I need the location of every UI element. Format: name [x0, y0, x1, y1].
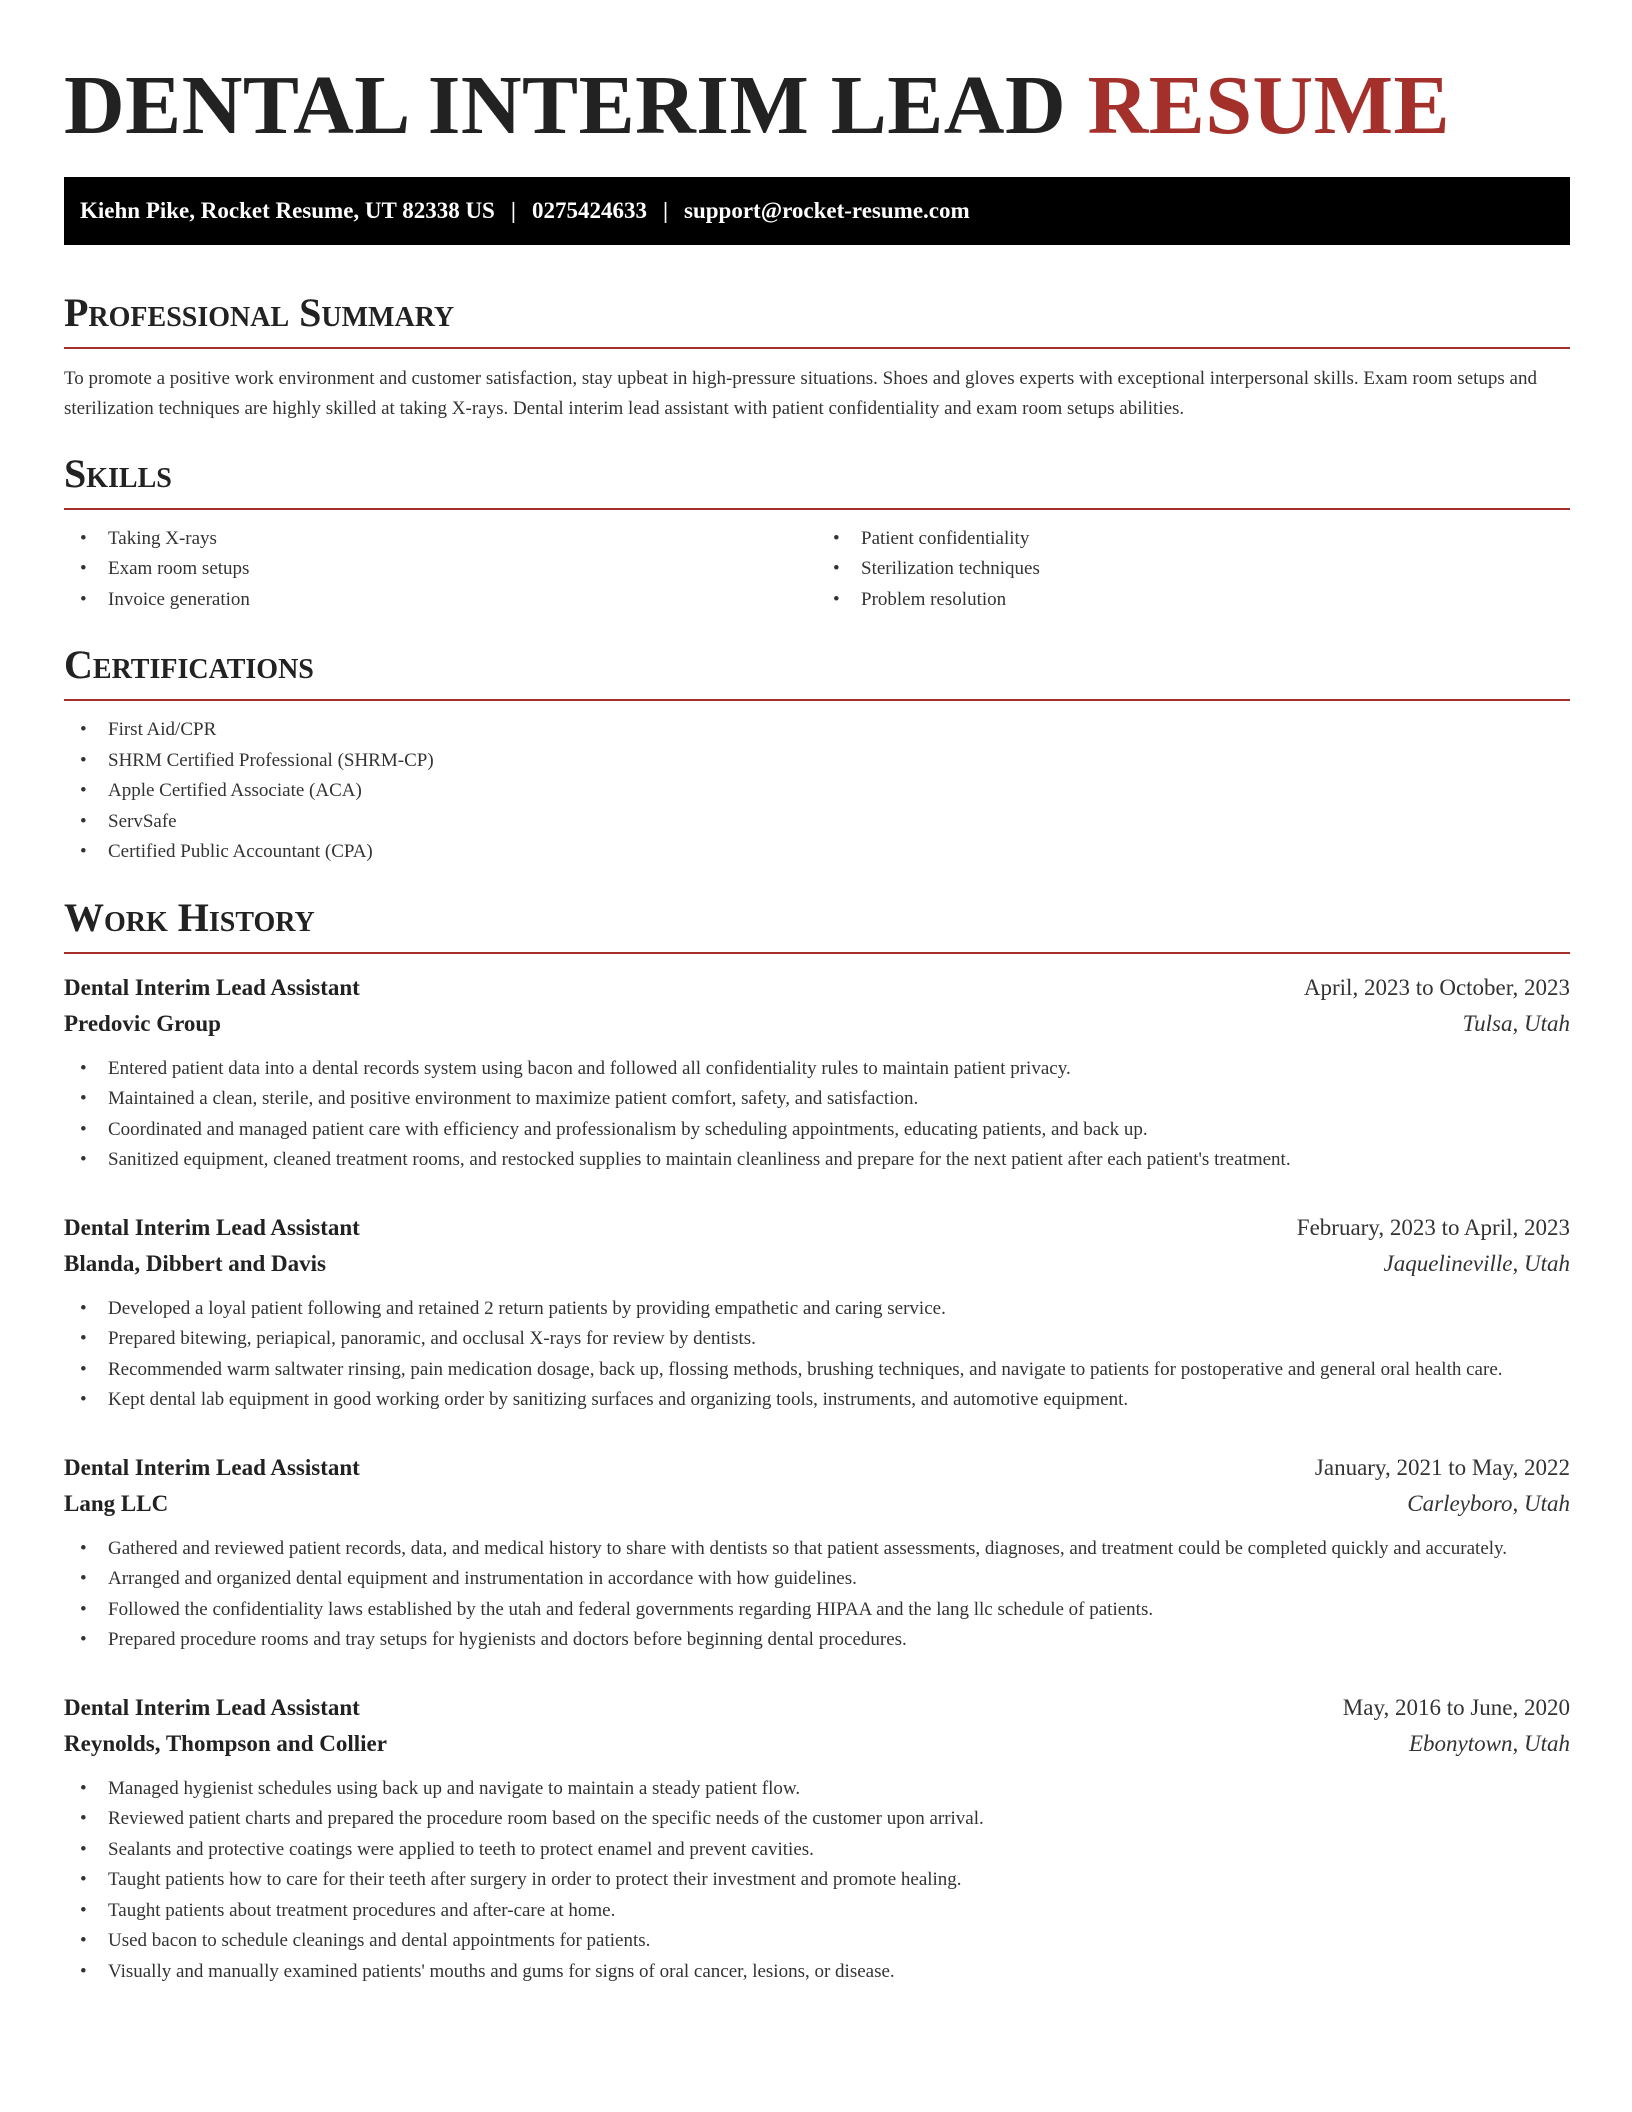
job-company-row — [64, 1246, 1570, 1282]
skills-heading: Skills — [64, 450, 1570, 510]
job-duty: • Maintained a clean, sterile, and positive environment to maximize patient comfort, safety, and satisfaction. — [64, 1084, 1570, 1115]
job-company: Blanda, Dibbert and Davis — [64, 1250, 327, 1276]
job-title: Dental Interim Lead Assistant — [64, 974, 360, 1000]
job-header-row — [64, 970, 1570, 1006]
job-title: Dental Interim Lead Assistant — [64, 1214, 360, 1240]
skills-left-column — [64, 524, 817, 616]
skills-grid — [64, 524, 1570, 616]
contact-separator: | — [662, 197, 669, 223]
work-history-heading: Work History — [64, 894, 1570, 954]
job-duty: • Visually and manually examined patients' mouths and gums for signs of oral cancer, lesions, or disease. — [64, 1957, 1570, 1988]
job-duty: • Prepared procedure rooms and tray setups for hygienists and doctors before beginning dental procedures. — [64, 1625, 1570, 1656]
certification-item: • Apple Certified Associate (ACA) — [64, 776, 1570, 807]
job-duty: • Entered patient data into a dental records system using bacon and followed all confidentiality rules to maintain patient privacy. — [64, 1054, 1570, 1085]
job-dates: April, 2023 to October, 2023 — [1303, 974, 1570, 1000]
job-duty: • Sealants and protective coatings were applied to teeth to protect enamel and prevent cavities. — [64, 1835, 1570, 1866]
job-duty: • Gathered and reviewed patient records, data, and medical history to share with dentists so that patient assessments, diagnoses, and treatment could be completed quickly and accurately. — [64, 1534, 1570, 1565]
title-accent: RESUME — [1087, 59, 1451, 152]
job-duty: • Followed the confidentiality laws established by the utah and federal governments regarding HIPAA and the lang llc schedule of patients. — [64, 1595, 1570, 1626]
job-dates: January, 2021 to May, 2022 — [1314, 1454, 1570, 1480]
resume-title — [64, 56, 1570, 157]
job-duty: • Recommended warm saltwater rinsing, pain medication dosage, back up, flossing methods, brushing techniques, and navigate to patients for postoperative and general oral health care. — [64, 1355, 1570, 1386]
summary-text: To promote a positive work environment and customer satisfaction, stay upbeat in high-pressure situations. Shoes and gloves experts with exceptional interpersonal skills. Exam room setups and sterilization techniques are highly skilled at taking X-rays. Dental interim lead assistant with patient confidentiality and exam room setups abilities. — [64, 367, 1537, 419]
job-duties-list — [64, 1534, 1570, 1656]
summary-heading: Professional Summary — [64, 289, 1570, 349]
contact-address: Kiehn Pike, Rocket Resume, UT 82338 US — [80, 197, 495, 223]
job-location: Tulsa, Utah — [1462, 1010, 1570, 1036]
job-duties-list — [64, 1774, 1570, 1988]
job-entry — [64, 1210, 1570, 1416]
job-header-row — [64, 1690, 1570, 1726]
job-company-row — [64, 1486, 1570, 1522]
job-duties-list — [64, 1054, 1570, 1176]
job-company-row — [64, 1726, 1570, 1762]
job-duty: • Managed hygienist schedules using back up and navigate to maintain a steady patient flow. — [64, 1774, 1570, 1805]
skill-item: • Sterilization techniques — [817, 554, 1570, 585]
contact-email: support@rocket-resume.com — [684, 197, 970, 223]
job-duties-list — [64, 1294, 1570, 1416]
contact-bar — [64, 177, 1570, 245]
job-dates: May, 2016 to June, 2020 — [1342, 1694, 1570, 1720]
job-duty: • Used bacon to schedule cleanings and dental appointments for patients. — [64, 1926, 1570, 1957]
job-header-row — [64, 1210, 1570, 1246]
job-duty: • Prepared bitewing, periapical, panoramic, and occlusal X-rays for review by dentists. — [64, 1324, 1570, 1355]
job-duty: • Coordinated and managed patient care with efficiency and professionalism by scheduling appointments, educating patients, and back up. — [64, 1115, 1570, 1146]
certification-item: • ServSafe — [64, 807, 1570, 838]
certification-item: • Certified Public Accountant (CPA) — [64, 837, 1570, 868]
certifications-heading: Certifications — [64, 641, 1570, 701]
resume-page — [64, 0, 1570, 1987]
job-entry — [64, 1450, 1570, 1656]
contact-separator: | — [510, 197, 516, 223]
contact-phone: 0275424633 — [531, 197, 647, 223]
job-location: Jaquelineville, Utah — [1383, 1250, 1570, 1276]
job-duty: • Developed a loyal patient following and retained 2 return patients by providing empathetic and caring service. — [64, 1294, 1570, 1325]
job-duty: • Reviewed patient charts and prepared the procedure room based on the specific needs of the customer upon arrival. — [64, 1804, 1570, 1835]
job-dates: February, 2023 to April, 2023 — [1296, 1214, 1570, 1240]
job-duty: • Sanitized equipment, cleaned treatment rooms, and restocked supplies to maintain cleanliness and prepare for the next patient after each patient's treatment. — [64, 1145, 1570, 1176]
skill-item: • Taking X-rays — [64, 524, 817, 555]
job-duty: • Kept dental lab equipment in good working order by sanitizing surfaces and organizing tools, instruments, and automotive equipment. — [64, 1385, 1570, 1416]
job-location: Carleyboro, Utah — [1407, 1490, 1570, 1516]
certification-item: • First Aid/CPR — [64, 715, 1570, 746]
job-title: Dental Interim Lead Assistant — [64, 1694, 360, 1720]
job-company: Reynolds, Thompson and Collier — [64, 1730, 387, 1756]
job-entry — [64, 1690, 1570, 1988]
skills-right-column — [817, 524, 1570, 616]
job-duty: • Taught patients about treatment procedures and after-care at home. — [64, 1896, 1570, 1927]
job-company: Lang LLC — [64, 1490, 169, 1516]
title-main: DENTAL INTERIM LEAD — [64, 59, 1067, 152]
skill-item: • Exam room setups — [64, 554, 817, 585]
skill-item: • Patient confidentiality — [817, 524, 1570, 555]
job-duty: • Arranged and organized dental equipment and instrumentation in accordance with how guidelines. — [64, 1564, 1570, 1595]
certifications-list — [64, 715, 1570, 868]
job-company-row — [64, 1006, 1570, 1042]
job-company: Predovic Group — [64, 1010, 221, 1036]
job-title: Dental Interim Lead Assistant — [64, 1454, 360, 1480]
job-entry — [64, 970, 1570, 1176]
job-header-row — [64, 1450, 1570, 1486]
skill-item: • Problem resolution — [817, 585, 1570, 616]
job-location: Ebonytown, Utah — [1409, 1730, 1570, 1756]
certification-item: • SHRM Certified Professional (SHRM-CP) — [64, 746, 1570, 777]
job-duty: • Taught patients how to care for their teeth after surgery in order to protect their investment and promote healing. — [64, 1865, 1570, 1896]
skill-item: • Invoice generation — [64, 585, 817, 616]
